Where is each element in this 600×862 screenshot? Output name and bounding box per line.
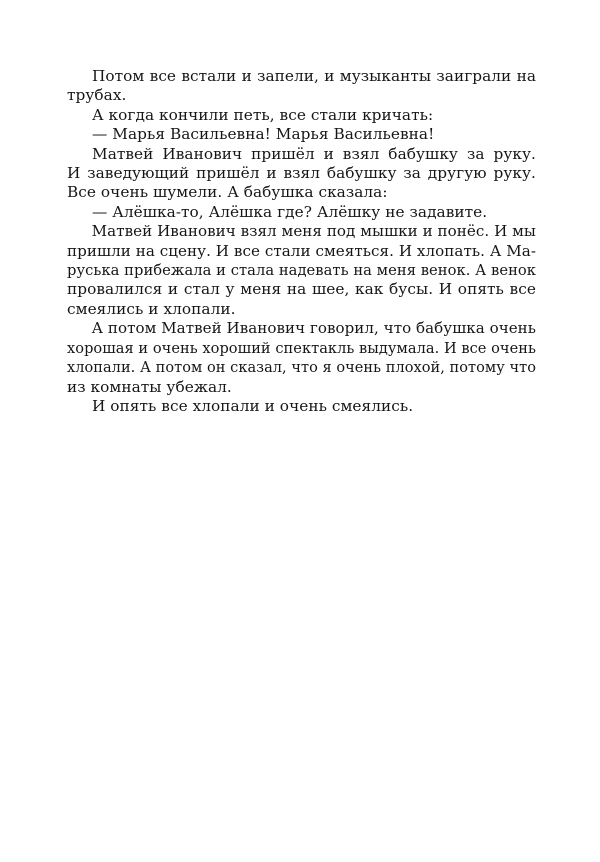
text-line: руська прибежала и стала надевать на меня венок. А венок [67,261,537,280]
text-line: из комнаты убежал. [67,377,232,396]
text-line: провалился и стал у меня на шее, как бусы. И опять все [67,280,536,299]
text-line: — Алёшка-то, Алёшка где? Алёшку не задавите. [92,202,488,221]
text-line: Матвей Иванович пришёл и взял бабушку за руку. [92,144,536,163]
text-line: хорошая и очень хороший спектакль выдумала. И все очень [67,338,536,357]
text-line: Матвей Иванович взял меня под мышки и понёс. И мы [91,222,536,241]
text-line: А потом Матвей Иванович говорил, что бабушка очень [91,319,537,338]
text-line: Потом все встали и запели, и музыканты заиграли на [92,67,537,85]
text-line: И заведующий пришёл и взял бабушку за другую руку. [67,164,536,183]
text-line: И опять все хлопали и очень смеялись. [92,396,414,415]
text-line: хлопали. А потом он сказал, что я очень плохой, потому что [67,358,536,377]
text-line: А когда кончили петь, все стали кричать: [92,105,434,124]
text-line: — Марья Васильевна! Марья Васильевна! [92,125,435,144]
text-line: трубах. [67,86,127,105]
text-line: пришли на сцену. И все стали смеяться. И хлопать. А Ма- [67,241,536,260]
page-text [67,67,536,416]
text-line: смеялись и хлопали. [67,299,236,318]
text-line: Все очень шумели. А бабушка сказала: [67,183,388,202]
